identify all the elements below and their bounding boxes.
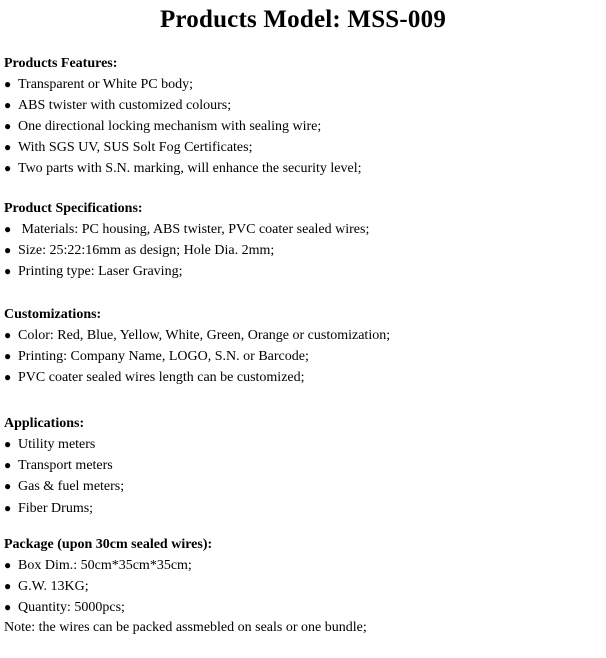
list-item	[4, 555, 602, 576]
bullet-icon: ●	[4, 243, 12, 257]
features-item-text: ABS twister with customized colours;	[18, 98, 232, 113]
list-item	[4, 325, 602, 346]
applications-item-text: Gas & fuel meters;	[18, 479, 125, 494]
list-item	[4, 95, 602, 116]
list-item	[4, 346, 602, 367]
bullet-icon: ●	[4, 119, 12, 133]
bullet-icon: ●	[4, 479, 12, 493]
bullet-icon: ●	[4, 600, 12, 614]
features-item-text: Transparent or White PC body;	[18, 77, 193, 92]
specifications-heading: Product Specifications:	[4, 201, 143, 216]
bullet-icon: ●	[4, 161, 12, 175]
list-item	[4, 158, 602, 179]
list-item	[4, 576, 602, 597]
package-item-text: Quantity: 5000pcs;	[18, 600, 125, 615]
applications-section	[4, 414, 602, 519]
bullet-icon: ●	[4, 370, 12, 384]
specifications-section	[4, 199, 602, 282]
list-item	[4, 74, 602, 95]
bullet-icon: ●	[4, 458, 12, 472]
specifications-item-text: Printing type: Laser Graving;	[18, 264, 183, 279]
list-item	[4, 261, 602, 282]
bullet-icon: ●	[4, 264, 12, 278]
bullet-icon: ●	[4, 437, 12, 451]
package-item-text: Box Dim.: 50cm*35cm*35cm;	[18, 558, 192, 573]
bullet-icon: ●	[4, 98, 12, 112]
customizations-heading: Customizations:	[4, 307, 102, 322]
list-item	[4, 219, 602, 240]
bullet-icon: ●	[4, 349, 12, 363]
applications-item-text: Fiber Drums;	[18, 501, 94, 516]
customizations-item-text: Color: Red, Blue, Yellow, White, Green, Orange or customization;	[18, 328, 391, 343]
bullet-icon: ●	[4, 222, 12, 236]
applications-heading: Applications:	[4, 416, 85, 431]
features-heading: Products Features:	[4, 56, 118, 71]
features-item-text: With SGS UV, SUS Solt Fog Certificates;	[18, 140, 253, 155]
features-section	[4, 54, 602, 179]
specifications-item-text: Size: 25:22:16mm as design; Hole Dia. 2mm;	[18, 243, 275, 258]
bullet-icon: ●	[4, 579, 12, 593]
specifications-item-text: Materials: PC housing, ABS twister, PVC coater sealed wires;	[18, 222, 370, 237]
list-item	[4, 476, 602, 497]
package-heading: Package (upon 30cm sealed wires):	[4, 537, 213, 552]
list-item	[4, 240, 602, 261]
package-section	[4, 535, 602, 638]
package-item-text: G.W. 13KG;	[18, 579, 89, 594]
customizations-item-text: PVC coater sealed wires length can be customized;	[18, 370, 305, 385]
customizations-item-text: Printing: Company Name, LOGO, S.N. or Barcode;	[18, 349, 309, 364]
bullet-icon: ●	[4, 501, 12, 515]
list-item	[4, 137, 602, 158]
customizations-section	[4, 305, 602, 388]
bullet-icon: ●	[4, 140, 12, 154]
bullet-icon: ●	[4, 328, 12, 342]
list-item	[4, 498, 602, 519]
list-item	[4, 597, 602, 618]
features-item-text: Two parts with S.N. marking, will enhance the security level;	[18, 161, 362, 176]
list-item	[4, 455, 602, 476]
features-item-text: One directional locking mechanism with sealing wire;	[18, 119, 322, 134]
list-item	[4, 434, 602, 455]
applications-item-text: Utility meters	[18, 437, 96, 452]
list-item	[4, 116, 602, 137]
list-item	[4, 367, 602, 388]
bullet-icon: ●	[4, 77, 12, 91]
bullet-icon: ●	[4, 558, 12, 572]
page-title: Products Model: MSS-009	[159, 6, 447, 33]
applications-item-text: Transport meters	[18, 458, 113, 473]
package-note: Note: the wires can be packed assmebled on seals or one bundle;	[4, 620, 367, 635]
